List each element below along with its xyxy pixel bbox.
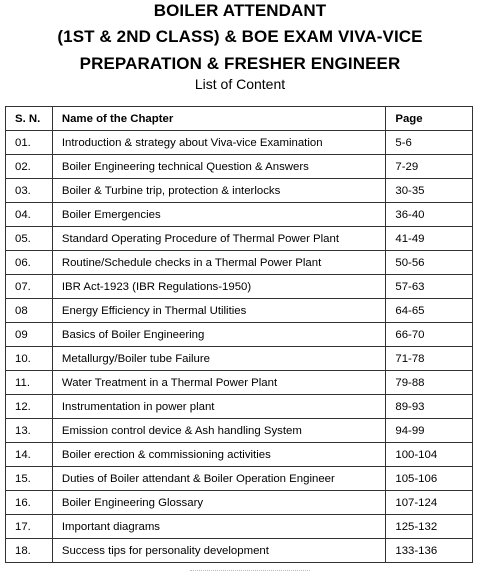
chapter-name-cell: Boiler erection & commissioning activities [52, 443, 385, 467]
page-range-cell: 105-106 [386, 467, 473, 491]
chapter-name-cell: Boiler Engineering Glossary [52, 491, 385, 515]
table-header-row [6, 107, 473, 131]
chapter-number-cell: 04. [6, 203, 53, 227]
page-range-cell: 133-136 [386, 539, 473, 563]
title-line-1: BOILER ATTENDANT [153, 1, 327, 20]
list-of-content-heading: List of Content [194, 76, 286, 92]
page-range-cell: 125-132 [386, 515, 473, 539]
page-range-cell: 107-124 [386, 491, 473, 515]
chapter-number-cell: 09 [6, 323, 53, 347]
table-row [6, 443, 473, 467]
chapter-number-cell: 02. [6, 155, 53, 179]
chapter-number-cell: 15. [6, 467, 53, 491]
chapter-number-cell: 07. [6, 275, 53, 299]
chapter-name-cell: Important diagrams [52, 515, 385, 539]
chapter-number-cell: 06. [6, 251, 53, 275]
table-row [6, 299, 473, 323]
column-header-chapter: Name of the Chapter [52, 107, 385, 131]
chapter-name-cell: Energy Efficiency in Thermal Utilities [52, 299, 385, 323]
table-row [6, 155, 473, 179]
table-body [6, 131, 473, 563]
table-row [6, 323, 473, 347]
chapter-name-cell: Emission control device & Ash handling System [52, 419, 385, 443]
table-row [6, 203, 473, 227]
chapter-name-cell: Boiler Engineering technical Question & Answers [52, 155, 385, 179]
table-row [6, 251, 473, 275]
chapter-number-cell: 10. [6, 347, 53, 371]
chapter-number-cell: 01. [6, 131, 53, 155]
chapter-number-cell: 11. [6, 371, 53, 395]
chapter-name-cell: Basics of Boiler Engineering [52, 323, 385, 347]
chapter-name-cell: Duties of Boiler attendant & Boiler Operation Engineer [52, 467, 385, 491]
chapter-name-cell: Boiler Emergencies [52, 203, 385, 227]
page-range-cell: 36-40 [386, 203, 473, 227]
page-range-cell: 89-93 [386, 395, 473, 419]
table-row [6, 371, 473, 395]
page-range-cell: 66-70 [386, 323, 473, 347]
page-range-cell: 79-88 [386, 371, 473, 395]
page-range-cell: 94-99 [386, 419, 473, 443]
chapter-number-cell: 12. [6, 395, 53, 419]
chapter-name-cell: Instrumentation in power plant [52, 395, 385, 419]
table-row [6, 395, 473, 419]
page-range-cell: 50-56 [386, 251, 473, 275]
page-range-cell: 57-63 [386, 275, 473, 299]
chapter-number-cell: 08 [6, 299, 53, 323]
page-range-cell: 41-49 [386, 227, 473, 251]
table-row [6, 275, 473, 299]
chapter-number-cell: 13. [6, 419, 53, 443]
chapter-number-cell: 17. [6, 515, 53, 539]
chapter-name-cell: Success tips for personality development [52, 539, 385, 563]
chapter-name-cell: Boiler & Turbine trip, protection & interlocks [52, 179, 385, 203]
title-line-2: (1ST & 2ND CLASS) & BOE EXAM VIVA-VICE [57, 27, 423, 46]
page-range-cell: 5-6 [386, 131, 473, 155]
table-row [6, 131, 473, 155]
chapter-number-cell: 14. [6, 443, 53, 467]
table-row [6, 347, 473, 371]
chapter-number-cell: 18. [6, 539, 53, 563]
column-header-page: Page [386, 107, 473, 131]
page-range-cell: 100-104 [386, 443, 473, 467]
chapter-name-cell: Water Treatment in a Thermal Power Plant [52, 371, 385, 395]
chapter-name-cell: Standard Operating Procedure of Thermal Power Plant [52, 227, 385, 251]
title-line-3: PREPARATION & FRESHER ENGINEER [79, 54, 401, 73]
page-range-cell: 71-78 [386, 347, 473, 371]
page-bottom-edge [190, 570, 310, 575]
column-header-sn: S. N. [6, 107, 53, 131]
contents-table [5, 106, 473, 563]
chapter-name-cell: IBR Act-1923 (IBR Regulations-1950) [52, 275, 385, 299]
table-row [6, 227, 473, 251]
chapter-name-cell: Routine/Schedule checks in a Thermal Power Plant [52, 251, 385, 275]
table-row [6, 467, 473, 491]
chapter-number-cell: 05. [6, 227, 53, 251]
page-range-cell: 7-29 [386, 155, 473, 179]
table-row [6, 179, 473, 203]
chapter-name-cell: Metallurgy/Boiler tube Failure [52, 347, 385, 371]
page-range-cell: 30-35 [386, 179, 473, 203]
table-row [6, 419, 473, 443]
chapter-number-cell: 03. [6, 179, 53, 203]
table-row [6, 491, 473, 515]
chapter-name-cell: Introduction & strategy about Viva-vice Examination [52, 131, 385, 155]
table-row [6, 515, 473, 539]
page-range-cell: 64-65 [386, 299, 473, 323]
chapter-number-cell: 16. [6, 491, 53, 515]
table-row [6, 539, 473, 563]
